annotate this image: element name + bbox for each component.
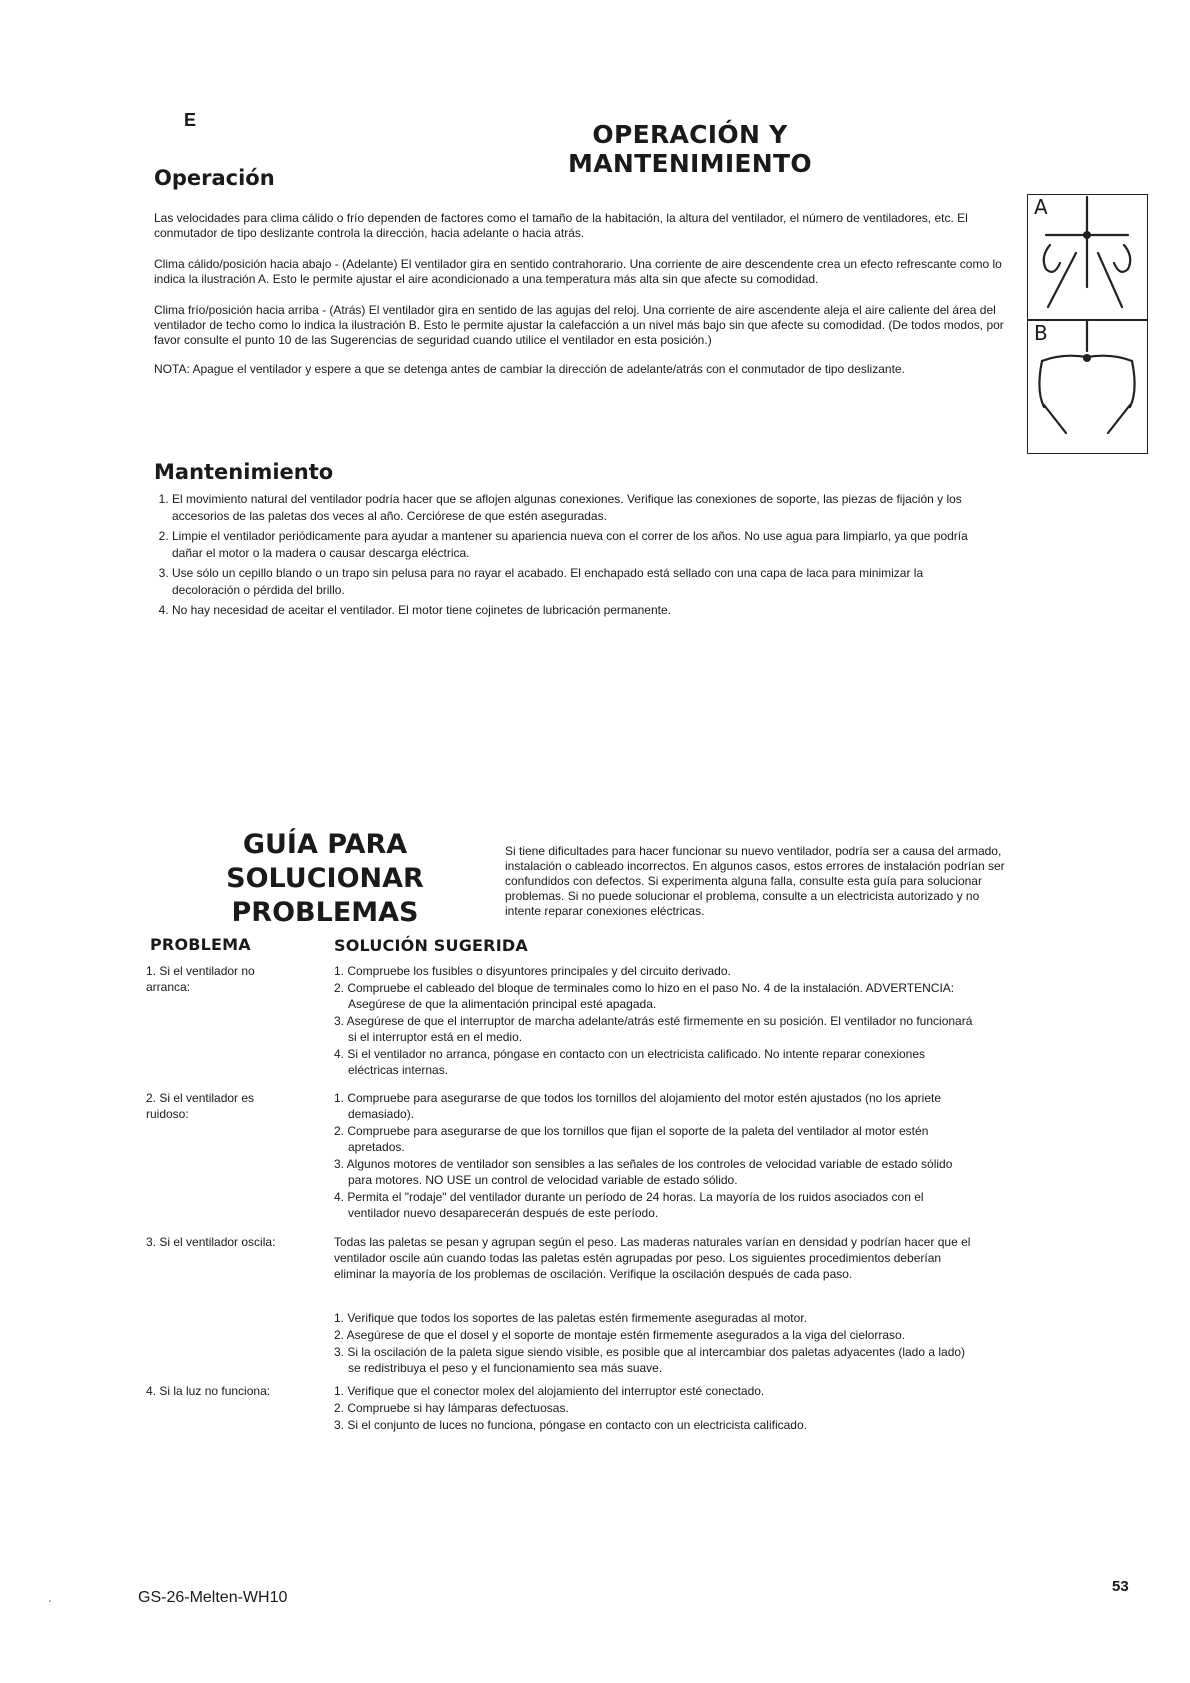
airflow-illustration: [1027, 194, 1148, 454]
operation-paragraph: Las velocidades para clima cálido o frío dependen de factores como el tamaño de la habitación, la altura del ventilador, el número de ventiladores, etc. El conmutador de tipo deslizante controla la dirección, hacia adelante o hacia atrás.: [154, 211, 968, 240]
operation-heading: Operación: [154, 166, 275, 190]
problem-item: 4. Si la luz no funciona:: [146, 1384, 271, 1398]
solution-item: 1. Compruebe para asegurarse de que todos los tornillos del alojamiento del motor estén ajustados (no los apriete demasiado).: [334, 1091, 942, 1121]
solution-item: 1. Compruebe los fusibles o disyuntores principales y del circuito derivado.: [334, 964, 731, 978]
maintenance-list: [154, 491, 972, 622]
solution-list: [334, 1310, 974, 1377]
solution-item: 1. Verifique que el conector molex del alojamiento del interruptor esté conectado.: [334, 1384, 765, 1398]
list-item: 1. El movimiento natural del ventilador podría hacer que se aflojen algunas conexiones. Verifique las conexiones de soporte, las piezas de fijación y los accesorios de las paletas dos veces al año. Cerciórese de que estén aseguradas.: [172, 491, 972, 525]
solution-list: [334, 1090, 974, 1222]
solution-item: 2. Compruebe el cableado del bloque de terminales como lo hizo en el paso No. 4 de la instalación. ADVERTENCIA: Asegúrese de que la alimentación principal esté apagada.: [334, 981, 955, 1011]
solution-item: 2. Asegúrese de que el dosel y el soporte de montaje estén firmemente asegurados a la viga del cielorraso.: [334, 1328, 906, 1342]
problem-item: 2. Si el ventilador es ruidoso:: [146, 1091, 255, 1121]
solution-item: 4. Permita el "rodaje" del ventilador durante un período de 24 horas. La mayoría de los ruidos asociados con el ventilador nuevo desaparecerán después de este período.: [334, 1190, 924, 1220]
page-number: 53: [1112, 1578, 1129, 1595]
operation-text: [154, 211, 1024, 377]
ceiling-fan-diagram-icon: [1028, 195, 1146, 451]
maintenance-heading: Mantenimiento: [154, 460, 334, 484]
oscillation-note: Todas las paletas se pesan y agrupan según el peso. Las maderas naturales varían en densidad y podrían hacer que el ventilador oscile aún cuando todas las paletas estén agrupadas por peso. Los siguientes procedimientos deberían eliminar la mayoría de los problemas de oscilación. Verifique la oscilación después de cada paso.: [334, 1235, 971, 1281]
troubleshooting-title-line: SOLUCIONAR: [226, 863, 424, 894]
operation-paragraph: Clima frío/posición hacia arriba - (Atrás) El ventilador gira en sentido de las agujas del reloj. Una corriente de aire ascendente aleja el aire caliente del área del ventilador de techo como lo indica la ilustración B. Esto le permite ajustar la calefacción a un nivel más bajo sin que afecte su comodidad. (De todos modos, por favor consulte el punto 10 de las Sugerencias de seguridad cuando utilice el ventilador en esta posición.): [154, 303, 1004, 347]
troubleshooting-title-line: GUÍA PARA: [242, 829, 408, 860]
troubleshooting-intro: Si tiene dificultades para hacer funcionar su nuevo ventilador, podría ser a causa del armado, instalación o cableado incorrectos. En algunos casos, estos errores de instalación podrían ser confundidos con defectos. Si experimenta alguna falla, consulte esta guía para solucionar problemas. Si no puede solucionar el problema, consulte a un electricista autorizado y no intente reparar conexiones eléctricas.: [505, 844, 1005, 918]
page-title: OPERACIÓN Y MANTENIMIENTO: [568, 120, 812, 178]
solution-item: 2. Compruebe si hay lámparas defectuosas.: [334, 1401, 569, 1415]
solution-list: [334, 963, 974, 1079]
operation-note: NOTA: Apague el ventilador y espere a que se detenga antes de cambiar la dirección de adelante/atrás con el conmutador de tipo deslizante.: [154, 362, 905, 376]
troubleshooting-title-line: PROBLEMAS: [231, 897, 419, 928]
language-marker: E: [184, 110, 197, 130]
solution-item: 3. Si el conjunto de luces no funciona, póngase en contacto con un electricista calificado.: [334, 1418, 807, 1432]
operation-paragraph: Clima cálido/posición hacia abajo - (Adelante) El ventilador gira en sentido contrahorario. Una corriente de aire descendente crea un efecto refrescante como lo indica la ilustración A. Esto le permite ajustar el aire acondicionado a una temperatura más alta sin que afecte su comodidad.: [154, 257, 1002, 286]
solution-item: 2. Compruebe para asegurarse de que los tornillos que fijan el soporte de la paleta del ventilador al motor estén apretados.: [334, 1124, 929, 1154]
solution-column-header: SOLUCIÓN SUGERIDA: [334, 936, 528, 955]
figure-label-a: A: [1034, 195, 1048, 219]
solution-item: 1. Verifique que todos los soportes de las paletas estén firmemente aseguradas al motor.: [334, 1311, 807, 1325]
problem-item: 3. Si el ventilador oscila:: [146, 1235, 276, 1249]
solution-item: 3. Si la oscilación de la paleta sigue siendo visible, es posible que al intercambiar dos paletas adyacentes (lado a lado) se redistribuya el peso y el funcionamiento sea más suave.: [334, 1345, 966, 1375]
scan-mark: ˏ: [48, 1592, 52, 1603]
list-item: 2. Limpie el ventilador periódicamente para ayudar a mantener su apariencia nueva con el correr de los años. No use agua para limpiarlo, ya que podría dañar el motor o la madera o causar descarga eléctrica.: [172, 528, 972, 562]
problem-item: 1. Si el ventilador no arranca:: [146, 964, 255, 994]
solution-item: 3. Algunos motores de ventilador son sensibles a las señales de los controles de velocidad variable de estado sólido para motores. NO USE un control de velocidad variable de estado sólido.: [334, 1157, 953, 1187]
solution-list: [334, 1383, 974, 1434]
list-item: 3. Use sólo un cepillo blando o un trapo sin pelusa para no rayar el acabado. El enchapado está sellado con una capa de laca para minimizar la decoloración o pérdida del brillo.: [172, 565, 972, 599]
problem-column-header: PROBLEMA: [150, 935, 251, 954]
solution-item: 3. Asegúrese de que el interruptor de marcha adelante/atrás esté firmemente en su posición. El ventilador no funcionará si el interruptor está en el medio.: [334, 1014, 973, 1044]
model-number: GS-26-Melten-WH10: [138, 1589, 288, 1606]
list-item: 4. No hay necesidad de aceitar el ventilador. El motor tiene cojinetes de lubricación permanente.: [172, 602, 972, 619]
solution-item: 4. Si el ventilador no arranca, póngase en contacto con un electricista calificado. No intente reparar conexiones eléctricas internas.: [334, 1047, 926, 1077]
figure-label-b: B: [1034, 321, 1048, 345]
troubleshooting-title: [210, 828, 440, 930]
